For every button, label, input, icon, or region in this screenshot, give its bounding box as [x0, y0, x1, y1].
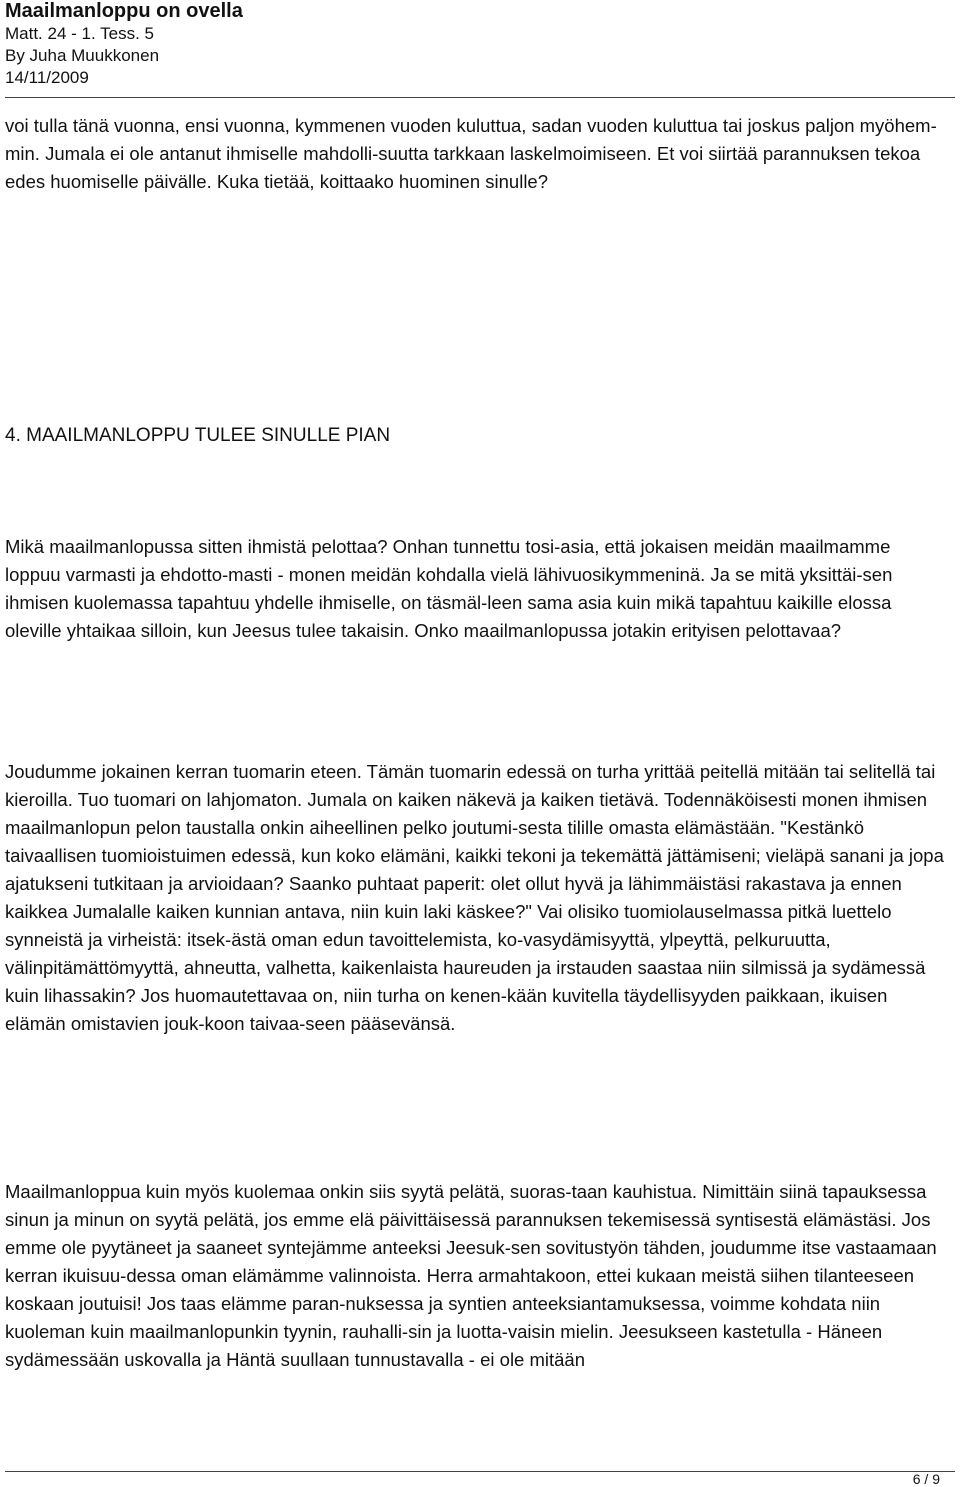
- header-divider: [5, 97, 955, 98]
- paragraph-judgement: Joudumme jokainen kerran tuomarin eteen. Tämän tuomarin edessä on turha yrittää peitellä mitään tai selitellä tai kieroilla. Tuo tuomari on lahjomaton. Jumala on kaiken näkevä ja kaiken tietävä. Todennäköisesti monen ihmisen maailmanlopun pelon taustalla onkin aiheellinen pelko joutumi-sesta tilille omasta elämästään. "Kestänkö taivaallisen tuomioistuimen edessä, kun koko elämäni, kaikki tekoni ja tekemättä jättämiseni; vieläpä sanani ja jopa ajatukseni tutkitaan ja arvioidaan? Saanko puhtaat paperit: olet ollut hyvä ja lähimmäistäsi rakastava ja ennen kaikkea Jumalalle kaiken kunnian antava, niin kuin laki käskee?" Vai olisiko tuomiolauselmassa pitkä luettelo synneistä ja virheistä: itsek-ästä oman edun tavoittelemista, ko-vasydämisyyttä, ylpeyttä, pelkuruutta, välinpitämättömyyttä, ahneutta, valhetta, kaikenlaista haureuden ja irstauden saastaa niin silmissä ja sydämessä kuin lihassakin? Jos huomautettavaa on, niin turha on kenen-kään kuvitella täydellisyyden paikkaan, ikuisen elämän omistavien jouk-koon taivaa-seen pääsevänsä.: [5, 761, 944, 1034]
- scripture-reference: Matt. 24 - 1. Tess. 5: [5, 24, 154, 43]
- page-number: 6 / 9: [912, 1471, 940, 1487]
- section-heading: 4. MAAILMANLOPPU TULEE SINULLE PIAN: [5, 425, 391, 446]
- author-line: By Juha Muukkonen: [5, 46, 160, 65]
- document-title: Maailmanloppu on ovella: [5, 0, 243, 22]
- footer-divider: [5, 1471, 955, 1472]
- document-header: [5, 0, 955, 89]
- paragraph-continuation: voi tulla tänä vuonna, ensi vuonna, kymmenen vuoden kuluttua, sadan vuoden kuluttua tai joskus paljon myöhem-min. Jumala ei ole antanut ihmiselle mahdolli-suutta tarkkaan laskelmoimiseen. Et voi siirtää parannuksen tekoa edes huomiselle päivälle. Kuka tietää, koittaako huominen sinulle?: [5, 115, 937, 192]
- paragraph-fear-of-end: Mikä maailmanlopussa sitten ihmistä pelottaa? Onhan tunnettu tosi-asia, että jokaisen meidän maailmamme loppuu varmasti ja ehdotto-masti - monen meidän kohdalla vielä lähivuosikymmeninä. Ja se mitä yksittäi-sen ihmisen kuolemassa tapahtuu yhdelle ihmiselle, on täsmäl-leen sama asia kuin mikä tapahtuu kaikille elossa oleville yhtaikaa silloin, kun Jeesus tulee takaisin. Onko maailmanlopussa jotakin erityisen pelottavaa?: [5, 536, 893, 641]
- document-date: 14/11/2009: [5, 68, 89, 87]
- paragraph-repentance: Maailmanloppua kuin myös kuolemaa onkin siis syytä pelätä, suoras-taan kauhistua. Nimittäin siinä tapauksessa sinun ja minun on syytä pelätä, jos emme elä päivittäisessä parannuksen tekemisessä syntisestä elämästäsi. Jos emme ole pyytäneet ja saaneet syntejämme anteeksi Jeesuk-sen sovitustyön tähden, joudumme itse vastaamaan kerran ikuisuu-dessa oman elämämme valinnoista. Herra armahtakoon, ettei kukaan meistä siihen tilanteeseen koskaan joutuisi! Jos taas elämme paran-nuksessa ja syntien anteeksiantamuksessa, voimme kohdata niin kuoleman kuin maailmanlopunkin tyynin, rauhalli-sin ja luotta-vaisin mielin. Jeesukseen kastetulla - Häneen sydämessään uskovalla ja Häntä suullaan tunnustavalla - ei ole mitään: [5, 1181, 937, 1370]
